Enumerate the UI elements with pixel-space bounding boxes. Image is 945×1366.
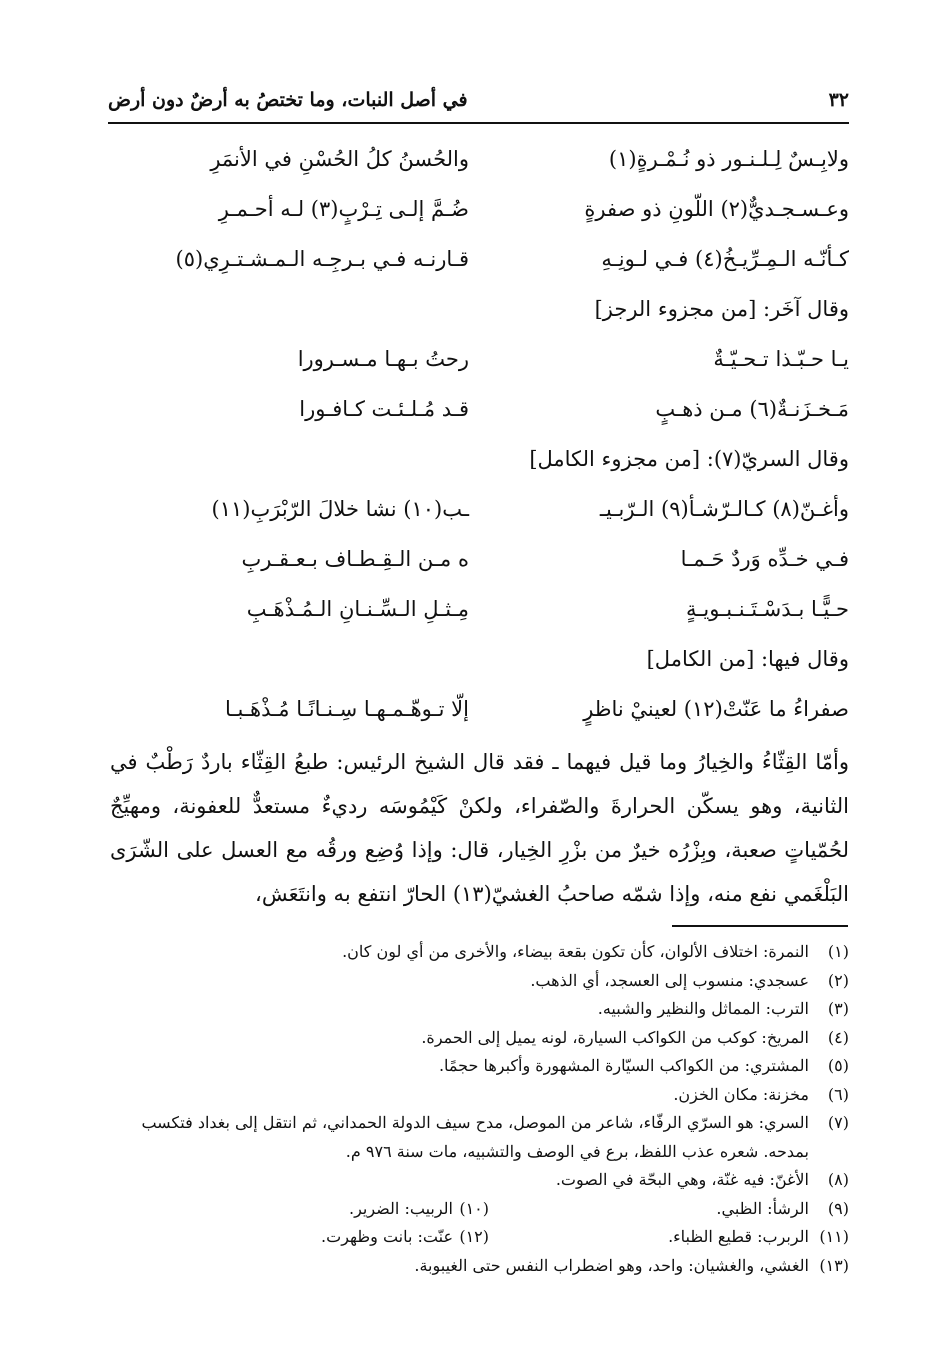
footnote-number: (١٣)	[819, 1255, 849, 1275]
main-text	[110, 134, 849, 916]
footnote-number: (٩)	[827, 1198, 849, 1218]
footnote-text: النمرة: اختلاف الألوان، كأن تكون بقعة بيضاء، والأخرى من أي لون كان.	[342, 942, 809, 961]
footnote-text: عنّت: بانت وظهرت.	[321, 1227, 453, 1246]
footnote-text: مخزنة: مكان الخزن.	[673, 1084, 809, 1104]
footnote	[489, 1223, 849, 1252]
footnote-text: الربيب: الضرير.	[348, 1198, 453, 1218]
first-hemistich: وعـسـجـديٌّ(٢) اللّونِ ذو صفرةٍ	[584, 197, 849, 221]
second-hemistich: ضُـمَّ إلـى تِـرْبٍ(٣) لـه أحـمـرِ	[218, 197, 469, 221]
page-number: ٣٢	[828, 89, 849, 111]
footnote	[489, 1195, 849, 1224]
footnote	[96, 1166, 849, 1195]
footnote	[129, 1223, 489, 1252]
second-hemistich: قـد مُـلـئـت كـافـورا	[299, 397, 469, 421]
footnote-number: (٦)	[827, 1084, 849, 1104]
footnote	[129, 1195, 489, 1224]
first-hemistich: صفراءُ ما عَنّتْ(١٢) لعينيْ ناظرٍ	[583, 697, 849, 721]
second-hemistich: والحُسنُ كلُ الحُسْنِ في الأنمَرِ	[210, 147, 469, 171]
footnote-text: الأغنّ: فيه غنّة، وهي البحّة في الصوت.	[555, 1170, 809, 1189]
footnote-pair	[96, 1223, 849, 1252]
second-hemistich: ه مـن الـقِـطـاف بـعـقـربِ	[241, 547, 469, 571]
footnote-pair	[96, 1195, 849, 1224]
footnote-text: الربرب: قطيع الظباء.	[668, 1227, 809, 1246]
first-hemistich: حـيًّـا بـدَسْـتَـنـبـويـةٍ	[685, 597, 849, 621]
footnote-number: (٤)	[827, 1027, 849, 1047]
second-hemistich: قـارنـه فـي بـرجِـه الـمـشـتـرِي(٥)	[175, 247, 469, 271]
first-hemistich: مَـخـزَنـةٌ(٦) مـن ذهـبٍ	[655, 397, 849, 421]
second-hemistich: مِـثـلِ الـسِّـنـانِ الـمُـذْهَـبِ	[246, 597, 469, 621]
second-hemistich: إلّا تـوهّـمـهـا سِـنـانًـا مُـذْهَـبـا	[224, 697, 469, 721]
footnote-text: الغشي، والغشيان: واحد، وهو اضطراب النفس حتى الغيبوبة.	[414, 1255, 809, 1275]
first-hemistich: كـأنّـه الـمِـرِّيـخُ(٤) فـي لـونِـهِ	[601, 247, 849, 271]
verse-line	[110, 684, 849, 734]
footnote	[96, 1052, 849, 1081]
first-hemistich: وأغـنّ(٨) كـالـرّشـأ(٩) الـرّبـيـ	[599, 497, 849, 521]
footnote	[96, 1109, 849, 1166]
page-header	[108, 82, 849, 118]
first-hemistich: يـا حـبّـذا تـحـيّـةٌ	[713, 347, 849, 371]
verse-line	[110, 134, 849, 184]
footnote-text: عسجدي: منسوب إلى العسجد، أي الذهب.	[530, 970, 809, 990]
footnote-number: (١٢)	[459, 1227, 489, 1246]
verse-line	[110, 234, 849, 284]
second-hemistich: ـب(١٠) نشا خلالَ الرّبْرَبِ(١١)	[211, 497, 469, 521]
verse-line	[110, 484, 849, 534]
verse-line	[110, 184, 849, 234]
first-hemistich: فـي خـدِّه وَردٌ حَـمـا	[680, 547, 849, 571]
footnotes	[96, 938, 849, 1280]
header-rule	[108, 122, 849, 124]
poem-intro: وقال آخَر: [من مجزوء الرجز]	[594, 297, 849, 321]
footnote	[96, 995, 849, 1024]
footnote	[96, 1252, 849, 1281]
footnote-number: (٧)	[827, 1113, 849, 1132]
verse-line	[110, 334, 849, 384]
footnote-text: الرشأ: الظبي.	[716, 1198, 809, 1218]
footnote	[96, 1081, 849, 1110]
running-title: في أصل النبات، وما تختصُ به أرضٌ دون أرض	[108, 89, 468, 111]
verse-line	[110, 384, 849, 434]
footnote-text: السري: هو السرّي الرفّاء، شاعر من الموصل، مدح سيف الدولة الحمداني، ثم انتقل إلى بغداد فتكسب بمدحه. شعره عذب اللفظ، برع في الوصف والتشبيه، مات سنة ٩٧٦ م.	[141, 1113, 809, 1161]
footnote-number: (١١)	[819, 1227, 849, 1246]
footnote	[96, 938, 849, 967]
footnote-number: (٢)	[827, 970, 849, 990]
footnote	[96, 1024, 849, 1053]
footnote-text: المريخ: كوكب من الكواكب السيارة، لونه يميل إلى الحمرة.	[421, 1027, 809, 1047]
poem-intro: وقال فيها: [من الكامل]	[646, 647, 849, 671]
prose-paragraph: وأمّا القِثّاءُ والخِيارُ وما قيل فيهما ـ فقد قال الشيخ الرئيس: طبعُ القِثّاء باردٌ رَطْبٌ في الثانية، وهو يسكّن الحرارةَ والصّفراء، ولكنْ كَيْمُوسَه رديءٌ مستعدٌّ للعفونة، ومهيِّجٌ لحُمّياتٍ صعبة، وبِزْرُه خيرٌ من بزْرِ الخِيار، قال: وإذا وُضِع ورقُه مع العسل على الشّرَى البَلْغَمي نفع منه، وإذا شمّه صاحبُ الغشيّ(١٣) الحارّ انتفع به وانتَعَش،	[110, 750, 849, 906]
footnote-number: (٨)	[827, 1170, 849, 1189]
footnote-text: المشتري: من الكواكب السيّارة المشهورة وأكبرها حجمًا.	[438, 1056, 809, 1075]
footnote-number: (١٠)	[459, 1198, 489, 1218]
verse-line	[110, 534, 849, 584]
verse-line	[110, 584, 849, 634]
footnote-number: (٣)	[827, 999, 849, 1018]
footnote-number: (٥)	[827, 1056, 849, 1075]
first-hemistich: ولابِـسٌ لِـلـنـور ذو نُـمْـرةٍ(١)	[608, 147, 849, 171]
second-hemistich: رحتُ بـهـا مـسـرورا	[297, 347, 469, 371]
footnote	[96, 967, 849, 996]
poem-intro: وقال السريّ(٧): [من مجزوء الكامل]	[529, 447, 849, 471]
footnote-number: (١)	[827, 942, 849, 961]
footnote-rule	[672, 925, 848, 927]
footnote-text: الترب: المماثل والنظير والشبيه.	[597, 999, 809, 1018]
